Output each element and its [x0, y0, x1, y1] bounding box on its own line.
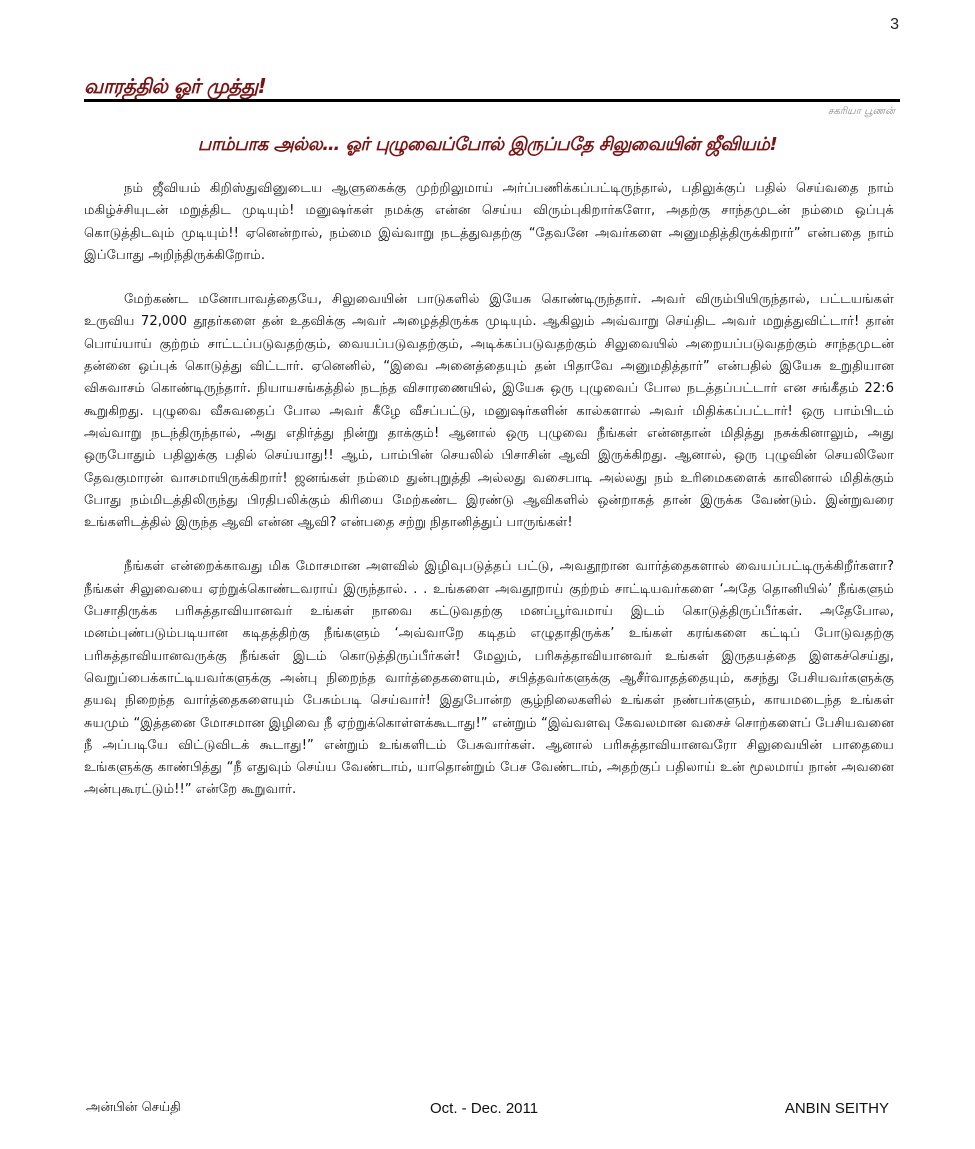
paragraph: நீங்கள் என்றைக்காவது மிக மோசமான அளவில் இழிவுபடுத்தப் பட்டு, அவதூறான வார்த்தைகளால் வையப்பட்டிருக்கிறீர்களா? நீங்கள் சிலுவையை ஏற்றுக்கொண்டவராய் இருந்தால். . . உங்களை அவதூறாய் குற்றம் சாட்டியவர்களை ‘அதே தொனியில்’ நீங்களும் பேசாதிருக்க பரிசுத்தாவியானவர் உங்கள் நாவை கட்டுவதற்கு மனப்பூர்வமாய் இடம் கொடுத்திருப்பீர்கள். அதேபோல, மனம்புண்படும்படியான கடிதத்திற்கு நீங்களும் ‘அவ்வாறே கடிதம் எழுதாதிருக்க’ உங்கள் கரங்களை கட்டிப் போடுவதற்கு பரிசுத்தாவியானவருக்கு நீங்கள் இடம் கொடுத்திருப்பீர்கள்! மேலும், பரிசுத்தாவியானவர் உங்கள் இருதயத்தை இளகச்செய்து, வெறுப்பைக்காட்டியவர்களுக்கு அன்பு நிறைந்த வார்த்தைகளையும், சபித்தவர்களுக்கு ஆசீர்வாதத்தையும், கசந்து பேசியவர்களுக்கு தயவு நிறைந்த வார்த்தைகளையும் பேசும்படி செய்வார்! இதுபோன்ற சூழ்நிலைகளில் உங்கள் நண்பர்களும், காயமடைந்த உங்கள் சுயமும் “இத்தனை மோசமான இழிவை நீ ஏற்றுக்கொள்ளக்கூடாது!” என்றும் “இவ்வளவு கேவலமான வசைச் சொற்களைப் பேசியவனை நீ அப்படியே விட்டுவிடக் கூடாது!” என்றும் உங்களிடம் பேசுவார்கள். ஆனால் பரிசுத்தாவியானவரோ சிலுவையின் பாதையை உங்களுக்கு காண்பித்து “நீ எதுவும் செய்ய வேண்டாம், யாதொன்றும் பேச வேண்டாம், அதற்குப் பதிலாய் உன் மூலமாய் நான் அவனை அன்புகூரட்டும்!!” என்றே கூறுவார்.: [84, 559, 894, 798]
article-title: பாம்பாக அல்ல… ஓர் புழுவைப்போல் இருப்பதே சிலுவையின் ஜீவியம்!: [197, 134, 778, 155]
footer-magazine-english: ANBIN SEITHY: [784, 1100, 889, 1117]
article-body: [84, 178, 894, 824]
section-title: வாரத்தில் ஓர் முத்து!: [84, 74, 267, 98]
paragraph: மேற்கண்ட மனோபாவத்தையே, சிலுவையின் பாடுகளில் இயேசு கொண்டிருந்தார். அவர் விரும்பியிருந்தால், பட்டயங்கள் உருவிய 72,000 தூதர்களை தன் உதவிக்கு அவர் அழைத்திருக்க முடியும். ஆகிலும் அவ்வாறு செய்திட அவர் மறுத்துவிட்டார்! தான் பொய்யாய் குற்றம் சாட்டப்படுவதற்கும், வையப்படுவதற்கும், அடிக்கப்படுவதற்கும் சிலுவையில் அறையப்படுவதற்கும் சாந்தமுடன் தன்னை ஒப்புக் கொடுத்து விட்டார். ஏனெனில், “இவை அனைத்தையும் தன் பிதாவே அனுமதித்தார்” என்பதில் இயேசு உறுதியான விசுவாசம் கொண்டிருந்தார். நியாயசங்கத்தில் நடந்த விசாரணையில், இயேசு ஒரு புழுவைப் போல நடத்தப்பட்டார் என சங்கீதம் 22:6 கூறுகிறது. புழுவை வீசுவதைப் போல அவர் கீழே வீசப்பட்டு, மனுஷர்களின் கால்களால் அவர் மிதிக்கப்பட்டார்! ஒரு பாம்பிடம் அவ்வாறு நடந்திருந்தால், அது எதிர்த்து நின்று தாக்கும்! ஆனால் ஒரு புழுவை நீங்கள் என்னதான் மிதித்து நசுக்கினாலும், அது ஒருபோதும் பதிலுக்கு பதில் செய்யாது!! ஆம், பாம்பின் செயலில் பிசாசின் ஆவி இருக்கிறது. ஆனால், ஒரு புழுவின் செயலிலோ தேவகுமாரன் வாசமாயிருக்கிறார்! ஜனங்கள் நம்மை துன்புறுத்தி அல்லது வசைபாடி அல்லது நம் உரிமைகளைக் காலினால் மிதிக்கும் போது நம்மிடத்திலிருந்து பிரதிபலிக்கும் கிரியை மேற்கண்ட இரண்டு ஆவிகளில் ஒன்றாகத் தான் இருக்க வேண்டும். இன்றுவரை உங்களிடத்தில் இருந்த ஆவி என்ன ஆவி? என்பதை சற்று நிதானித்துப் பாருங்கள்!: [84, 292, 894, 531]
page-number: 3: [890, 16, 899, 33]
paragraph: நம் ஜீவியம் கிறிஸ்துவினுடைய ஆளுகைக்கு முற்றிலுமாய் அர்ப்பணிக்கப்பட்டிருந்தால், பதிலுக்குப் பதில் செய்வதை நாம் மகிழ்ச்சியுடன் மறுத்திட முடியும்! மனுஷர்கள் நமக்கு என்ன செய்ய விரும்புகிறார்களோ, அதற்கு சாந்தமுடன் நம்மை ஒப்புக் கொடுத்திடவும் முடியும்!! ஏனென்றால், நம்மை இவ்வாறு நடத்துவதற்கு “தேவனே அவர்களை அனுமதித்திருக்கிறார்” என்பதை நாம் இப்போது அறிந்திருக்கிறோம்.: [84, 181, 894, 263]
footer-magazine-tamil: அன்பின் செய்தி: [86, 1100, 181, 1115]
author-name: சகரியா பூணன்: [828, 106, 895, 117]
header-rule: [84, 99, 900, 102]
footer-issue-date: Oct. - Dec. 2011: [430, 1100, 539, 1117]
